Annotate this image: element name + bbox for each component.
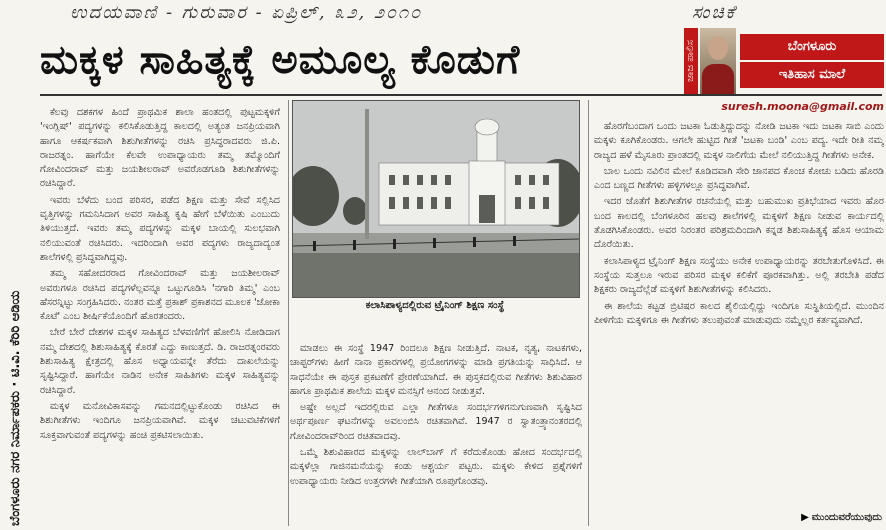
paragraph: ಒಮ್ಮೆ ಶಿಶುವಿಹಾರದ ಮಕ್ಕಳನ್ನು ಲಾಲ್‌ಬಾಗ್ ಗೆ ಕರೆದುಕೊಂಡು ಹೋದ ಸಂದರ್ಭದಲ್ಲಿ ಮಕ್ಕಳೆಲ್ಲಾ ಗಾಜಿನಮನೆಯನ್ನು ಕಂಡು ಆಶ್ಚರ್ಯ ಪಟ್ಟರು. ಮಕ್ಕಳು ಕೇಳಿದ ಪ್ರಶ್ನೆಗಳಿಗೆ ಉಪಾಧ್ಯಾಯರು ನೀಡಿದ ಉತ್ತರಗಳೇ ಗೀತೆಯಾಗಿ ರೂಪುಗೊಂಡವು. bbox=[290, 447, 582, 487]
continued-label: ಮುಂದುವರೆಯುವುದು bbox=[811, 512, 882, 523]
headline: ಮಕ್ಕಳ ಸಾಹಿತ್ಯಕ್ಕೆ ಅಮೂಲ್ಯ ಕೊಡುಗೆ bbox=[40, 37, 521, 83]
article-column-1 bbox=[40, 106, 280, 522]
triangle-icon: ▶ bbox=[801, 512, 809, 523]
column-logo-vertical-band bbox=[684, 28, 698, 94]
author-face bbox=[708, 36, 728, 60]
handwritten-date: ಉದಯವಾಣಿ - ಗುರುವಾರ - ಏಪ್ರಿಲ್, ೩೨, ೨೦೧೦ bbox=[70, 2, 423, 23]
paragraph: ಕೆಲವು ದಶಕಗಳ ಹಿಂದೆ ಪ್ರಾಥಮಿಕ ಶಾಲಾ ಹಂತದಲ್ಲಿ ಪುಟ್ಟಮಕ್ಕಳಿಗೆ 'ಇಂಗ್ಲಿಷ್' ಪದ್ಯಗಳನ್ನು ಕಲಿಸಿಕೊಡುತ್ತಿದ್ದ ಕಾಲದಲ್ಲಿ ಅತ್ಯಂತ ಜನಪ್ರಿಯವಾಗಿ ಹಾಗೂ ಆಕರ್ಷಕವಾಗಿ ಶಿಶುಗೀತೆಗಳನ್ನು ರಚಿಸಿ ಪ್ರಸಿದ್ಧರಾದವರು ಜಿ.ಪಿ. ರಾಜರತ್ನಂ. ಹಾಗೆಯೇ ಕೆಲವೇ ಉಪಾಧ್ಯಾಯರು ತಮ್ಮ ತಮ್ಮೊಂದಿಗೆ ಗೋವಿಂದರಾವ್ ಮತ್ತು ಜಯಶೀಲರಾವ್ ಅವರೊಡಗೂಡಿ ಶಿಶುಗೀತೆಗಳನ್ನು ರಚಿಸಿದ್ದಾರೆ. bbox=[40, 107, 280, 190]
building-photo bbox=[292, 100, 580, 298]
handwritten-issue: ಸಂಚಿಕೆ bbox=[692, 2, 737, 23]
vertical-side-text: ಬೆಂಗಳೂರು ನಗರ ನಿರ್ಮಾಪಕರು · ಟಿ.ವಿ. ಕೆರಿರಿ ಆಡಿಯ bbox=[8, 290, 23, 526]
paragraph: ಮಕ್ಕಳ ಮನೋವಿಕಾಸವನ್ನು ಗಮನದಲ್ಲಿಟ್ಟುಕೊಂಡು ರಚಿಸಿದ ಈ ಶಿಶುಗೀತೆಗಳು ಇಂದಿಗೂ ಜನಪ್ರಿಯವಾಗಿವೆ. ಮಕ್ಕಳ ಚಟುವಟಿಕೆಗಳಿಗೆ ಸೂಕ್ತವಾಗುವಂತೆ ಪದ್ಯಗಳನ್ನು ಹಂಚಿ ಪ್ರಕಟಿಸಲಾಯಿತು. bbox=[40, 400, 280, 441]
author-photo bbox=[700, 28, 736, 94]
column-logo-vertical-label: ಜಾಜ ಪಾಲಿಸ bbox=[685, 40, 696, 82]
photo-caption: ಕಲಾಸಿಪಾಳ್ಯದಲ್ಲಿರುವ ಟ್ರೈನಿಂಗ್ ಶಿಕ್ಷಣ ಸಂಸ್ಥೆ bbox=[365, 300, 505, 311]
column-title-line2: ಇತಿಹಾಸ ಮಾಲೆ bbox=[740, 62, 884, 88]
column-title-line1: ಬೆಂಗಳೂರು bbox=[740, 34, 884, 60]
author-email[interactable]: suresh.moona@gmail.com bbox=[721, 100, 884, 113]
handwritten-date-note bbox=[70, 2, 770, 28]
paragraph: ಇದರ ಜೊತೆಗೆ ಶಿಶುಗೀತೆಗಳ ರಚನೆಯಲ್ಲಿ ಮತ್ತು ಬಹುಮುಖ ಪ್ರತಿಭೆಯಾದ ಇವರು ಹೊರ ಬಂದ ಕಾಲದಲ್ಲಿ ಬೆಂಗಳೂರಿನ ಹಲವು ಶಾಲೆಗಳಲ್ಲಿ ಮಕ್ಕಳಿಗೆ ಶಿಕ್ಷಣ ನೀಡುವ ಕಾರ್ಯದಲ್ಲಿ ತೊಡಗಿಸಿಕೊಂಡರು. ಅವರ ನಿರಂತರ ಪರಿಶ್ರಮದಿಂದಾಗಿ ಕನ್ನಡ ಶಿಶುಸಾಹಿತ್ಯಕ್ಕೆ ಹೊಸ ಆಯಾಮ ದೊರೆಯಿತು. bbox=[594, 196, 884, 251]
vertical-side-strip bbox=[2, 98, 28, 528]
author-shirt bbox=[702, 64, 734, 94]
article-column-3 bbox=[594, 120, 884, 520]
paragraph: ಇವರು ಬೆಳೆದು ಬಂದ ಪರಿಸರ, ಪಡೆದ ಶಿಕ್ಷಣ ಮತ್ತು ಸೇವೆ ಸಲ್ಲಿಸಿದ ವೃತ್ತಿಗಳನ್ನು ಗಮನಿಸಿದಾಗ ಅವರ ಸಾಹಿತ್ಯ ಕೃಷಿ ಹೇಗೆ ಬೆಳೆಯಿತು ಎಂಬುದು ತಿಳಿಯುತ್ತದೆ. ಇವರು ತಮ್ಮ ಪದ್ಯಗಳನ್ನು ಮಕ್ಕಳ ಬಾಯಲ್ಲಿ ಸುಲಭವಾಗಿ ನಲಿಯುವಂತೆ ರಚಿಸಿದರು. ಇದರಿಂದಾಗಿ ಅವರ ಪದ್ಯಗಳು ರಾಜ್ಯದಾದ್ಯಂತ ಶಾಲೆಗಳಲ್ಲಿ ಪ್ರಸಿದ್ಧವಾಗಿದ್ದವು. bbox=[40, 194, 280, 263]
paragraph: ಕಲಾಸಿಪಾಳ್ಯದ ಟ್ರೈನಿಂಗ್ ಶಿಕ್ಷಣ ಸಂಸ್ಥೆಯು ಅನೇಕ ಉಪಾಧ್ಯಾಯರನ್ನು ತರಬೇತುಗೊಳಿಸಿದೆ. ಈ ಸಂಸ್ಥೆಯ ಸುತ್ತಲೂ ಇರುವ ಪರಿಸರ ಮಕ್ಕಳ ಕಲಿಕೆಗೆ ಪೂರಕವಾಗಿತ್ತು. ಅಲ್ಲಿ ತರಬೇತಿ ಪಡೆದ ಶಿಕ್ಷಕರು ರಾಜ್ಯದೆಲ್ಲೆಡೆ ಮಕ್ಕಳಿಗೆ ಶಿಶುಗೀತೆಗಳನ್ನು ಕಲಿಸಿದರು. bbox=[594, 255, 884, 296]
column-logo bbox=[684, 28, 884, 98]
paragraph: ಅಷ್ಟೇ ಅಲ್ಲದೆ ಇದರಲ್ಲಿರುವ ಎಲ್ಲಾ ಗೀತೆಗಳೂ ಸಂದರ್ಭಗಳಿಗನುಗುಣವಾಗಿ ಸೃಷ್ಟಿಸಿದ ಅರ್ಥಪೂರ್ಣ ಘಟನೆಗಳನ್ನು ಅವಲಂಬಿಸಿ ರಚಿತವಾಗಿವೆ. 1947 ರ ಸ್ವಾತಂತ್ರ್ಯಾನಂತರದಲ್ಲಿ ಗೋವಿಂದರಾವ್‌ರಿಂದ ರಚಿತವಾದವು. bbox=[290, 402, 582, 442]
headline-rule bbox=[40, 94, 882, 96]
continued-marker bbox=[756, 512, 882, 528]
paragraph: ಬಾಲ ಒಂದು ನವಿಲಿನ ಮೇಲೆ ಕೂಡಿದವಾಗಿ ಸೇರಿ ಜಾನಪದ ಕೊಂಚ ಕೋಚು ಬಡಿದು ಹೊರಡಿ ಎಂದ ಬಣ್ಣದ ಗೀತೆಗಳು ಹಳ್ಳಿಗಳಲ್ಲೂ ಪ್ರಸಿದ್ಧವಾಗಿವೆ. bbox=[594, 165, 884, 192]
paragraph: ಮಾಡಲು ಈ ಸಂಸ್ಥೆ 1947 ರಿಂದಲೂ ಶಿಕ್ಷಣ ನೀಡುತ್ತಿದೆ. ನಾಟಕ, ನೃತ್ಯ, ನಾಟಕಗಳು, ಚಾಪ್ಟರ್‌ಗಳು ಹೀಗೆ ನಾನಾ ಪ್ರಕಾರಗಳಲ್ಲಿ ಪ್ರಯೋಗಗಳನ್ನು ಮಾಡಿ ಪ್ರಗತಿಯನ್ನು ಸಾಧಿಸಿದೆ. ಆ ಸಾಧನೆಯೇ ಈ ಪುಸ್ತಕ ಪ್ರಕಟಣೆಗೆ ಪ್ರೇರಣೆಯಾಗಿದೆ. ಈ ಪುಸ್ತಕದಲ್ಲಿರುವ ಗೀತೆಗಳು ಶಿಶುವಿಹಾರ ಹಾಗೂ ಪ್ರಾಥಮಿಕ ಶಾಲೆಯ ಮಕ್ಕಳ ಮನಸ್ಸಿಗೆ ಆನಂದ ನೀಡುತ್ತವೆ. bbox=[290, 343, 582, 397]
article-column-2 bbox=[290, 342, 582, 526]
column-divider-2 bbox=[588, 100, 589, 526]
paragraph: ಬೇರೆ ಬೇರೆ ದೇಶಗಳ ಮಕ್ಕಳ ಸಾಹಿತ್ಯದ ಬೆಳವಣಿಗೆಗೆ ಹೋಲಿಸಿ ನೋಡಿದಾಗ ನಮ್ಮ ದೇಶದಲ್ಲಿ ಶಿಶುಸಾಹಿತ್ಯಕ್ಕೆ ಕೊರತೆ ಎದ್ದು ಕಾಣುತ್ತದೆ. ಡಿ. ರಾಜರತ್ನಂರವರು ಶಿಶುಸಾಹಿತ್ಯ ಕ್ಷೇತ್ರದಲ್ಲಿ ಹೊಸ ಅಧ್ಯಾಯವನ್ನೇ ತೆರೆದು ದಾಖಲೆಯನ್ನು ಸೃಷ್ಟಿಸಿದ್ದಾರೆ. ಹಾಗೆಯೇ ನಾಡಿನ ಅನೇಕ ಸಾಹಿತಿಗಳು ಮಕ್ಕಳ ಸಾಹಿತ್ಯವನ್ನು ರಚಿಸಿದ್ದಾರೆ. bbox=[40, 327, 280, 396]
column-divider-1 bbox=[288, 100, 289, 526]
paragraph: ತಮ್ಮ ಸಹೋದರರಾದ ಗೋವಿಂದರಾವ್ ಮತ್ತು ಜಯಶೀಲರಾವ್ ಅವರುಗಳೂ ರಚಿಸಿದ ಪದ್ಯಗಳೆಲ್ಲವನ್ನೂ ಒಟ್ಟುಗೂಡಿಸಿ 'ನಗಾರಿ ತಿಮ್ಮ' ಎಂಬ ಹೆಸರನ್ನಿಟ್ಟು ಸಂಗ್ರಹಿಸಿದರು. ನಂತರ ಮತ್ತೆ ಪ್ರಕಾಶ್ ಪ್ರಕಾಶನದ ಮೂಲಕ 'ಜೋಕಾ ಕೊಟೆ' ಎಂಬ ಶೀರ್ಷಿಕೆಯೊಂದಿಗೆ ಹೊರತಂದರು. bbox=[40, 268, 280, 323]
paragraph: ಈ ಶಾಲೆಯ ಕಟ್ಟಡ ಬ್ರಿಟಿಷರ ಕಾಲದ ಶೈಲಿಯಲ್ಲಿದ್ದು ಇಂದಿಗೂ ಸುಸ್ಥಿತಿಯಲ್ಲಿದೆ. ಮುಂದಿನ ಪೀಳಿಗೆಯ ಮಕ್ಕಳಿಗೂ ಈ ಗೀತೆಗಳು ತಲುಪುವಂತೆ ಮಾಡುವುದು ನಮ್ಮೆಲ್ಲರ ಕರ್ತವ್ಯವಾಗಿದೆ. bbox=[594, 300, 884, 326]
building-photo-drawing bbox=[293, 101, 579, 297]
paragraph: ಹೊರಗೆಬಂದಾಗ ಒಂದು ಜಟಕಾ ಓಡುತ್ತಿದ್ದುದನ್ನು ನೋಡಿ ಜಟಕಾ ಇದು ಜಟಕಾ ಸಾಬಿ ಎಂದು ಮಕ್ಕಳು ಕೂಗಿಕೊಂಡರು. ಆಗಲೇ ಹುಟ್ಟಿದ ಗೀತೆ 'ಜಟಕಾ ಬಂಡಿ' ಎಂಬ ಪದ್ಯ. ಇದೇ ರೀತಿ ನಮ್ಮ ರಾಜ್ಯದ ಹಳೆ ಮೈಸೂರು ಪ್ರಾಂತದಲ್ಲಿ ಮಕ್ಕಳ ನಾಲಿಗೆಯ ಮೇಲೆ ನಲಿಯುತ್ತಿದ್ದ ಗೀತೆಗಳು ಅನೇಕ. bbox=[594, 121, 884, 161]
